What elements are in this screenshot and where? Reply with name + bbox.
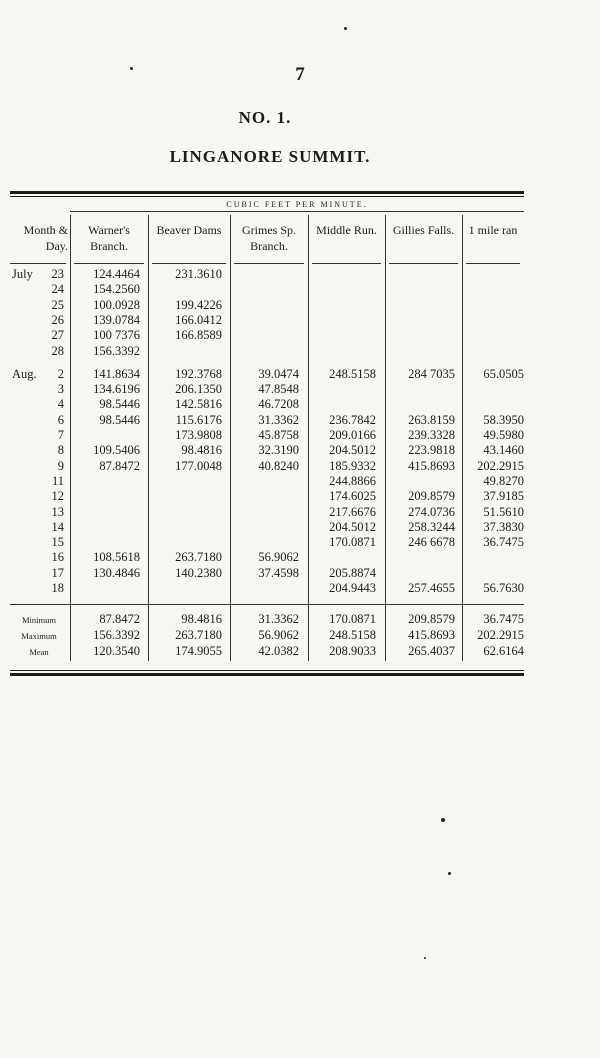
header-underline: [152, 263, 226, 264]
table-cell: 177.0048: [175, 458, 222, 473]
day-cell: 6: [57, 412, 64, 427]
day-cell: 23: [51, 267, 64, 281]
header-underline: [312, 263, 381, 264]
day-cell: 12: [51, 489, 64, 504]
day-cell: 3: [57, 382, 64, 397]
table-cell: 56.7630: [483, 581, 524, 595]
table-cell: 32.3190: [258, 443, 299, 458]
table-cell: 202.2915: [477, 458, 524, 473]
table-cell: 39.0474: [258, 366, 299, 381]
table-cell: 236.7842: [329, 412, 376, 427]
table-cell: 98.5446: [99, 397, 140, 412]
header-underline: [10, 263, 66, 264]
summary-cell: 156.3392: [93, 628, 140, 643]
day-cell: 11: [51, 473, 64, 488]
table-cell: 248.5158: [329, 366, 376, 381]
summary-cell: 202.2915: [477, 628, 524, 643]
column-header-line: Warner's: [88, 223, 130, 237]
table-cell: 263.8159: [408, 412, 455, 427]
table-cell: 209.0166: [329, 428, 376, 442]
bottom-rule-thick: [10, 673, 524, 676]
table-cell: 124.4464: [93, 267, 140, 281]
table-cell: 141.8634: [93, 366, 140, 381]
top-rule-thick: [10, 191, 524, 194]
month-day-header-line: Day.: [45, 239, 68, 253]
summary-cell: 170.0871: [329, 612, 376, 627]
table-cell: 206.1350: [175, 382, 222, 397]
table-cell: 109.5406: [93, 443, 140, 458]
table-cell: 204.5012: [329, 519, 376, 534]
column-header-line: Branch.: [250, 239, 288, 253]
table-cell: 46.7208: [258, 397, 299, 412]
day-cell: 7: [57, 428, 64, 442]
table-cell: 108.5618: [93, 550, 140, 565]
scan-speck: [424, 957, 426, 959]
table-cell: 231.3610: [175, 267, 222, 281]
column-header: [148, 222, 230, 238]
column-divider: [308, 215, 309, 661]
table-cell: 154.2560: [93, 282, 140, 297]
column-header: [230, 222, 308, 254]
table-cell: 258.3244: [408, 519, 455, 534]
table-cell: 205.8874: [329, 565, 376, 580]
summary-cell: 208.9033: [329, 644, 376, 659]
table-cell: 134.6196: [93, 382, 140, 397]
summary-cell: 62.6164: [483, 644, 524, 659]
day-cell: 28: [51, 343, 64, 358]
column-header-line: Branch.: [90, 239, 128, 253]
day-cell: 24: [51, 282, 64, 297]
day-cell: 17: [51, 565, 64, 580]
table-cell: 156.3392: [93, 343, 140, 358]
summary-cell: 31.3362: [258, 612, 299, 627]
summary-rule: [10, 604, 524, 605]
document-number: NO. 1.: [238, 108, 292, 127]
table-cell: 51.5610: [483, 504, 524, 519]
table-cell: 65.0505: [483, 366, 524, 381]
summary-cell: 263.7180: [175, 628, 222, 643]
table-cell: 100 7376: [93, 328, 140, 343]
summary-cell: 209.8579: [408, 612, 455, 627]
scan-speck: [448, 872, 451, 875]
table-cell: 130.4846: [93, 565, 140, 580]
column-divider: [462, 215, 463, 661]
table-cell: 37.4598: [258, 565, 299, 580]
table-cell: 244.8866: [329, 473, 376, 488]
day-cell: 8: [57, 443, 64, 458]
day-cell: 18: [51, 581, 64, 595]
table-cell: 40.8240: [258, 458, 299, 473]
header-underline: [74, 263, 144, 264]
summary-label: Minimum: [21, 615, 56, 626]
scan-speck: [344, 27, 347, 30]
table-cell: 43.1460: [483, 443, 524, 458]
month-day-header-line: Month &: [23, 223, 68, 237]
summary-cell: 174.9055: [175, 644, 222, 659]
header-underline: [466, 263, 520, 264]
table-cell: 140.2380: [175, 565, 222, 580]
page-number: 7: [295, 64, 305, 85]
summary-cell: 120.3540: [93, 644, 140, 659]
table-cell: 37.9185: [483, 489, 524, 504]
day-cell: 26: [51, 312, 64, 327]
table-cell: 223.9818: [408, 443, 455, 458]
day-cell: 16: [51, 550, 64, 565]
column-header-line: Middle Run.: [316, 223, 377, 237]
day-cell: 9: [57, 458, 64, 473]
summary-cell: 42.0382: [258, 644, 299, 659]
column-header: [385, 222, 462, 238]
summary-cell: 98.4816: [181, 612, 222, 627]
table-cell: 166.0412: [175, 312, 222, 327]
table-cell: 274.0736: [408, 504, 455, 519]
table-cell: 192.3768: [175, 366, 222, 381]
table-cell: 47.8548: [258, 382, 299, 397]
unit-header-rule: [70, 211, 524, 212]
header-underline: [234, 263, 304, 264]
month-label: Aug.: [12, 366, 37, 381]
table-cell: 142.5816: [175, 397, 222, 412]
summary-cell: 56.9062: [258, 628, 299, 643]
day-cell: 25: [51, 297, 64, 312]
day-cell: 15: [51, 535, 64, 550]
table-cell: 139.0784: [93, 312, 140, 327]
table-cell: 36.7475: [483, 535, 524, 550]
summary-cell: 36.7475: [483, 612, 524, 627]
table-cell: 173.9808: [175, 428, 222, 442]
table-cell: 204.9443: [329, 581, 376, 595]
column-header-line: Grimes Sp.: [242, 223, 296, 237]
column-header: [462, 222, 524, 238]
table-cell: 56.9062: [258, 550, 299, 565]
table-cell: 45.8758: [258, 428, 299, 442]
scan-speck: [130, 67, 133, 70]
table-cell: 49.5980: [483, 428, 524, 442]
document-title: LINGANORE SUMMIT.: [169, 147, 371, 166]
summary-cell: 87.8472: [99, 612, 140, 627]
table-cell: 263.7180: [175, 550, 222, 565]
table-cell: 98.5446: [99, 412, 140, 427]
column-divider: [385, 215, 386, 661]
table-cell: 98.4816: [181, 443, 222, 458]
table-cell: 415.8693: [408, 458, 455, 473]
table-cell: 185.9332: [329, 458, 376, 473]
table-cell: 174.6025: [329, 489, 376, 504]
table-cell: 204.5012: [329, 443, 376, 458]
table-cell: 199.4226: [175, 297, 222, 312]
table-cell: 87.8472: [99, 458, 140, 473]
table-cell: 257.4655: [408, 581, 455, 595]
column-header-line: 1 mile ran: [468, 223, 518, 237]
table-cell: 166.8589: [175, 328, 222, 343]
summary-cell: 265.4037: [408, 644, 455, 659]
summary-label: Mean: [29, 647, 49, 658]
scan-speck: [441, 818, 445, 822]
day-cell: 13: [51, 504, 64, 519]
column-divider: [148, 215, 149, 661]
summary-cell: 415.8693: [408, 628, 455, 643]
day-cell: 2: [57, 366, 64, 381]
table-cell: 217.6676: [329, 504, 376, 519]
day-cell: 4: [57, 397, 64, 412]
table-cell: 37.3830: [483, 519, 524, 534]
column-header-line: Gillies Falls.: [392, 223, 455, 237]
summary-cell: 248.5158: [329, 628, 376, 643]
flow-table: [10, 195, 524, 665]
bottom-rule-thin: [10, 670, 524, 671]
column-divider: [230, 215, 231, 661]
column-header: [70, 222, 148, 254]
column-divider: [70, 215, 71, 661]
header-underline: [389, 263, 458, 264]
table-cell: 239.3328: [408, 428, 455, 442]
table-cell: 209.8579: [408, 489, 455, 504]
table-cell: 58.3950: [483, 412, 524, 427]
table-cell: 246 6678: [408, 535, 455, 550]
table-cell: 100.0928: [93, 297, 140, 312]
table-cell: 170.0871: [329, 535, 376, 550]
table-cell: 49.8270: [483, 473, 524, 488]
summary-label: Maximum: [21, 631, 57, 642]
table-cell: 31.3362: [258, 412, 299, 427]
column-header-line: Beaver Dams: [156, 223, 222, 237]
day-cell: 14: [51, 519, 64, 534]
column-header: [308, 222, 385, 238]
unit-header: CUBIC FEET PER MINUTE.: [226, 200, 368, 209]
month-label: July: [12, 267, 33, 281]
month-day-header: [10, 222, 68, 254]
table-cell: 115.6176: [175, 412, 222, 427]
day-cell: 27: [51, 328, 64, 343]
table-cell: 284 7035: [408, 366, 455, 381]
